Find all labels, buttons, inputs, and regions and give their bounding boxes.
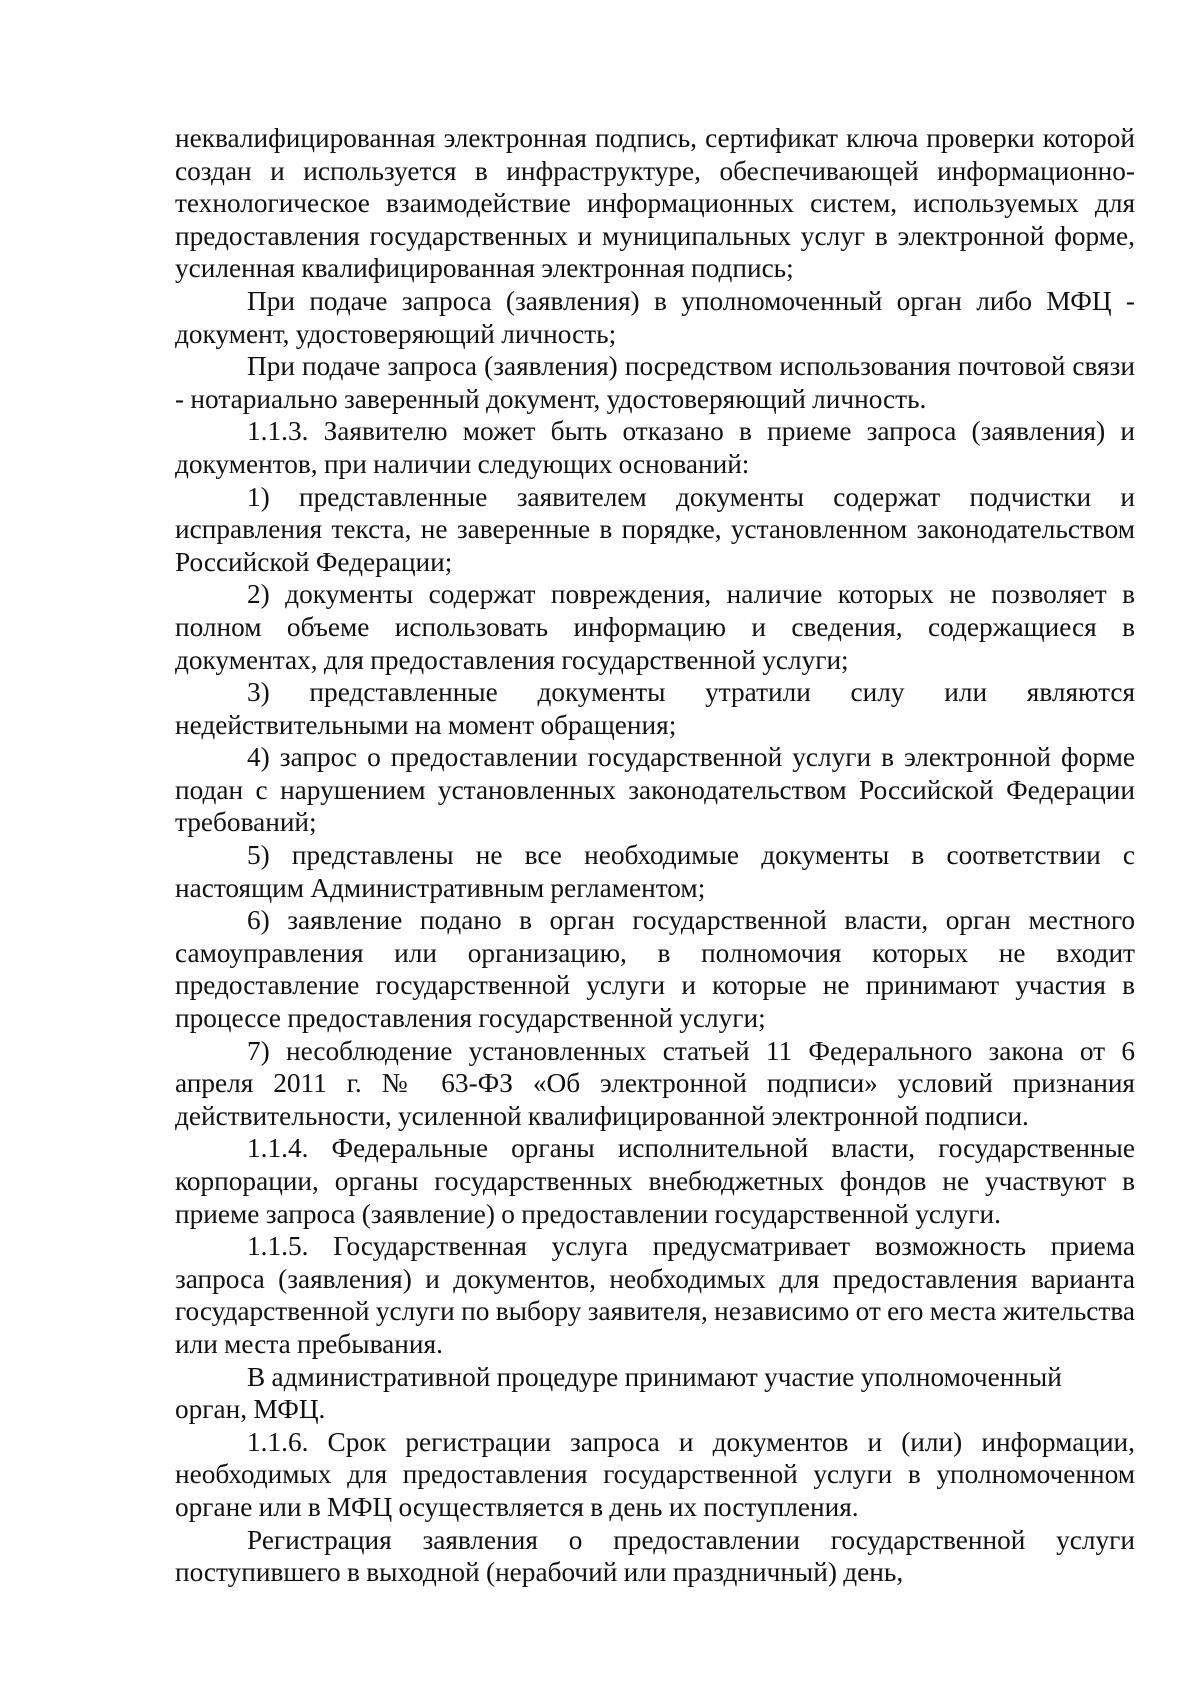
paragraph-1-1-6-registration-term: 1.1.6. Срок регистрации запроса и документов и (или) информации, необходимых для предоставления государственной услуги в уполномоченном органе или в МФЦ осуществляется в день их поступления. [175, 1426, 1135, 1522]
paragraph-procedure-participants: В административной процедуре принимают участие уполномоченный орган, МФЦ. [175, 1361, 1062, 1425]
list-item-ground-7: 7) несоблюдение установленных статьей 11 Федерального закона от 6 апреля 2011 г. № 63-ФЗ «Об электронной подписи» условий признания действительности, усиленной квалифицированной электронной подписи. [175, 1035, 1135, 1131]
list-item-ground-5: 5) представлены не все необходимые документы в соответствии с настоящим Административным регламентом; [175, 840, 1135, 903]
paragraph-1-1-5-extraterritorial: 1.1.5. Государственная услуга предусматривает возможность приема запроса (заявления) и документов, необходимых для предоставления варианта государственной услуги по выбору заявителя, независимо от его места жительства или места пребывания. [175, 1231, 1135, 1359]
list-item-ground-2: 2) документы содержат повреждения, наличие которых не позволяет в полном объеме использовать информацию и сведения, содержащиеся в документах, для предоставления государственной услуги; [175, 579, 1135, 675]
list-item-ground-4: 4) запрос о предоставлении государственной услуги в электронной форме подан с нарушением установленных законодательством Российской Федерации требований; [175, 742, 1135, 838]
paragraph-1-1-3-refusal-grounds: 1.1.3. Заявителю может быть отказано в приеме запроса (заявления) и документов, при наличии следующих оснований: [175, 416, 1135, 479]
list-item-ground-6: 6) заявление подано в орган государственной власти, орган местного самоуправления или организацию, в полномочия которых не входит предоставление государственной услуги и которые не принимают участия в процессе предоставления государственной услуги; [175, 905, 1135, 1034]
paragraph-1-1-4-federal-bodies: 1.1.4. Федеральные органы исполнительной власти, государственные корпорации, органы государственных внебюджетных фондов не участвуют в приеме запроса (заявление) о предоставлении государственной услуги. [175, 1133, 1135, 1229]
paragraph-signature-types: неквалифицированная электронная подпись, сертификат ключа проверки которой создан и используется в инфраструктуре, обеспечивающей информационно-технологическое взаимодействие информационных систем, используемых для предоставления государственных и муниципальных услуг в электронной форме, усиленная квалифицированная электронная подпись; [175, 123, 1135, 284]
paragraph-registration-holiday: Регистрация заявления о предоставлении государственной услуги поступившего в выходной (нерабочий или праздничный) день, [175, 1524, 1135, 1588]
paragraph-in-person-submission: При подаче запроса (заявления) в уполномоченный орган либо МФЦ - документ, удостоверяющий личность; [175, 285, 1135, 349]
document-body [175, 122, 1135, 1589]
list-item-ground-1: 1) представленные заявителем документы содержат подчистки и исправления текста, не заверенные в порядке, установленном законодательством Российской Федерации; [175, 481, 1135, 577]
list-item-ground-3: 3) представленные документы утратили силу или являются недействительными на момент обращения; [175, 677, 1135, 740]
paragraph-postal-submission: При подаче запроса (заявления) посредством использования почтовой связи - нотариально заверенный документ, удостоверяющий личность. [175, 351, 1135, 414]
